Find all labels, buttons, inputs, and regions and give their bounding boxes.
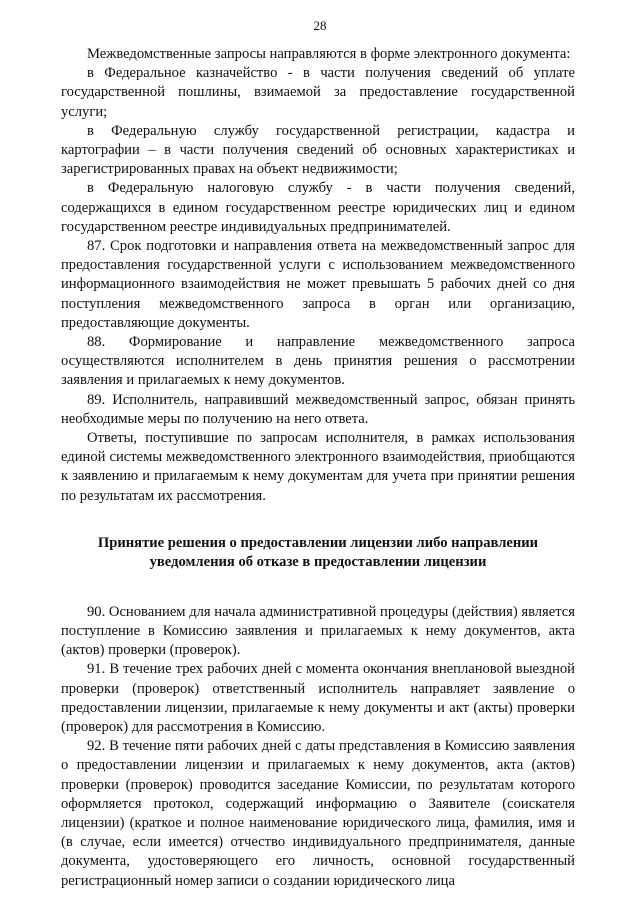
paragraph-88: 88. Формирование и направление межведомственного запроса осуществляются исполнителем в день принятия решения о рассмотрении заявления и прилагаемых к нему документов.: [61, 334, 575, 389]
paragraph-87: 87. Срок подготовки и направления ответа на межведомственный запрос для предоставления государственной услуги с использованием межведомственного информационного взаимодействия не может превышать 5 рабочих дней со дня поступления межведомственного запроса в орган или организацию, предоставляющие документы.: [61, 238, 575, 331]
paragraph-responses: Ответы, поступившие по запросам исполнителя, в рамках использования единой системы межведомственного электронного взаимодействия, приобщаются к заявлению и прилагаемым к нему документам для учета при принятии решения по результатам их рассмотрения.: [61, 430, 575, 504]
paragraph-90: 90. Основанием для начала административной процедуры (действия) является поступление в Комиссию заявления и прилагаемых к нему документов, акта (актов) проверки (проверок).: [61, 603, 575, 659]
paragraph-91: 91. В течение трех рабочих дней с момента окончания внеплановой выездной проверки (проверок) ответственный исполнитель направляет заявление о предоставлении лицензии, прилагаемые к нему документы и акт (акты) проверки (проверок) для рассмотрения в Комиссию.: [61, 661, 575, 735]
paragraph-rosreestr: в Федеральную службу государственной регистрации, кадастра и картографии – в части получения сведений об основных характеристиках и зарегистрированных правах на объект недвижимости;: [61, 122, 575, 178]
paragraph-requests-intro: Межведомственные запросы направляются в форме электронного документа:: [87, 46, 571, 62]
section-heading-line-1: Принятие решения о предоставлении лицензии либо направлении: [97, 534, 539, 551]
page-number: 28: [313, 18, 327, 33]
paragraph-89: 89. Исполнитель, направивший межведомственный запрос, обязан принять необходимые меры по получению на него ответа.: [61, 391, 575, 427]
document-body: [61, 45, 575, 891]
section-heading: [61, 534, 575, 573]
paragraph-tax-service: в Федеральную налоговую службу - в части получения сведений, содержащихся в едином государственном реестре юридических лиц и едином государственном реестре индивидуальных предпринимателей.: [61, 180, 575, 235]
paragraph-92: 92. В течение пяти рабочих дней с даты представления в Комиссию заявления о предоставлении лицензии и прилагаемых к нему документов, акта (актов) проверки (проверок) проводится заседание Комиссии, по результатам которого оформляется протокол, содержащий информацию о Заявителе (соискателя лицензии) (краткое и полное наименование юридического лица, фамилия, имя и (в случае, если имеется) отчество индивидуального предпринимателя, данные документа, удостоверяющего его личность, основной государственный регистрационный номер записи о создании юридического лица: [61, 738, 575, 889]
section-heading-line-2: уведомления об отказе в предоставлении лицензии: [149, 554, 487, 571]
paragraph-treasury: в Федеральное казначейство - в части получения сведений об уплате государственной пошлины, взимаемой за предоставление государственной услуги;: [61, 65, 575, 120]
